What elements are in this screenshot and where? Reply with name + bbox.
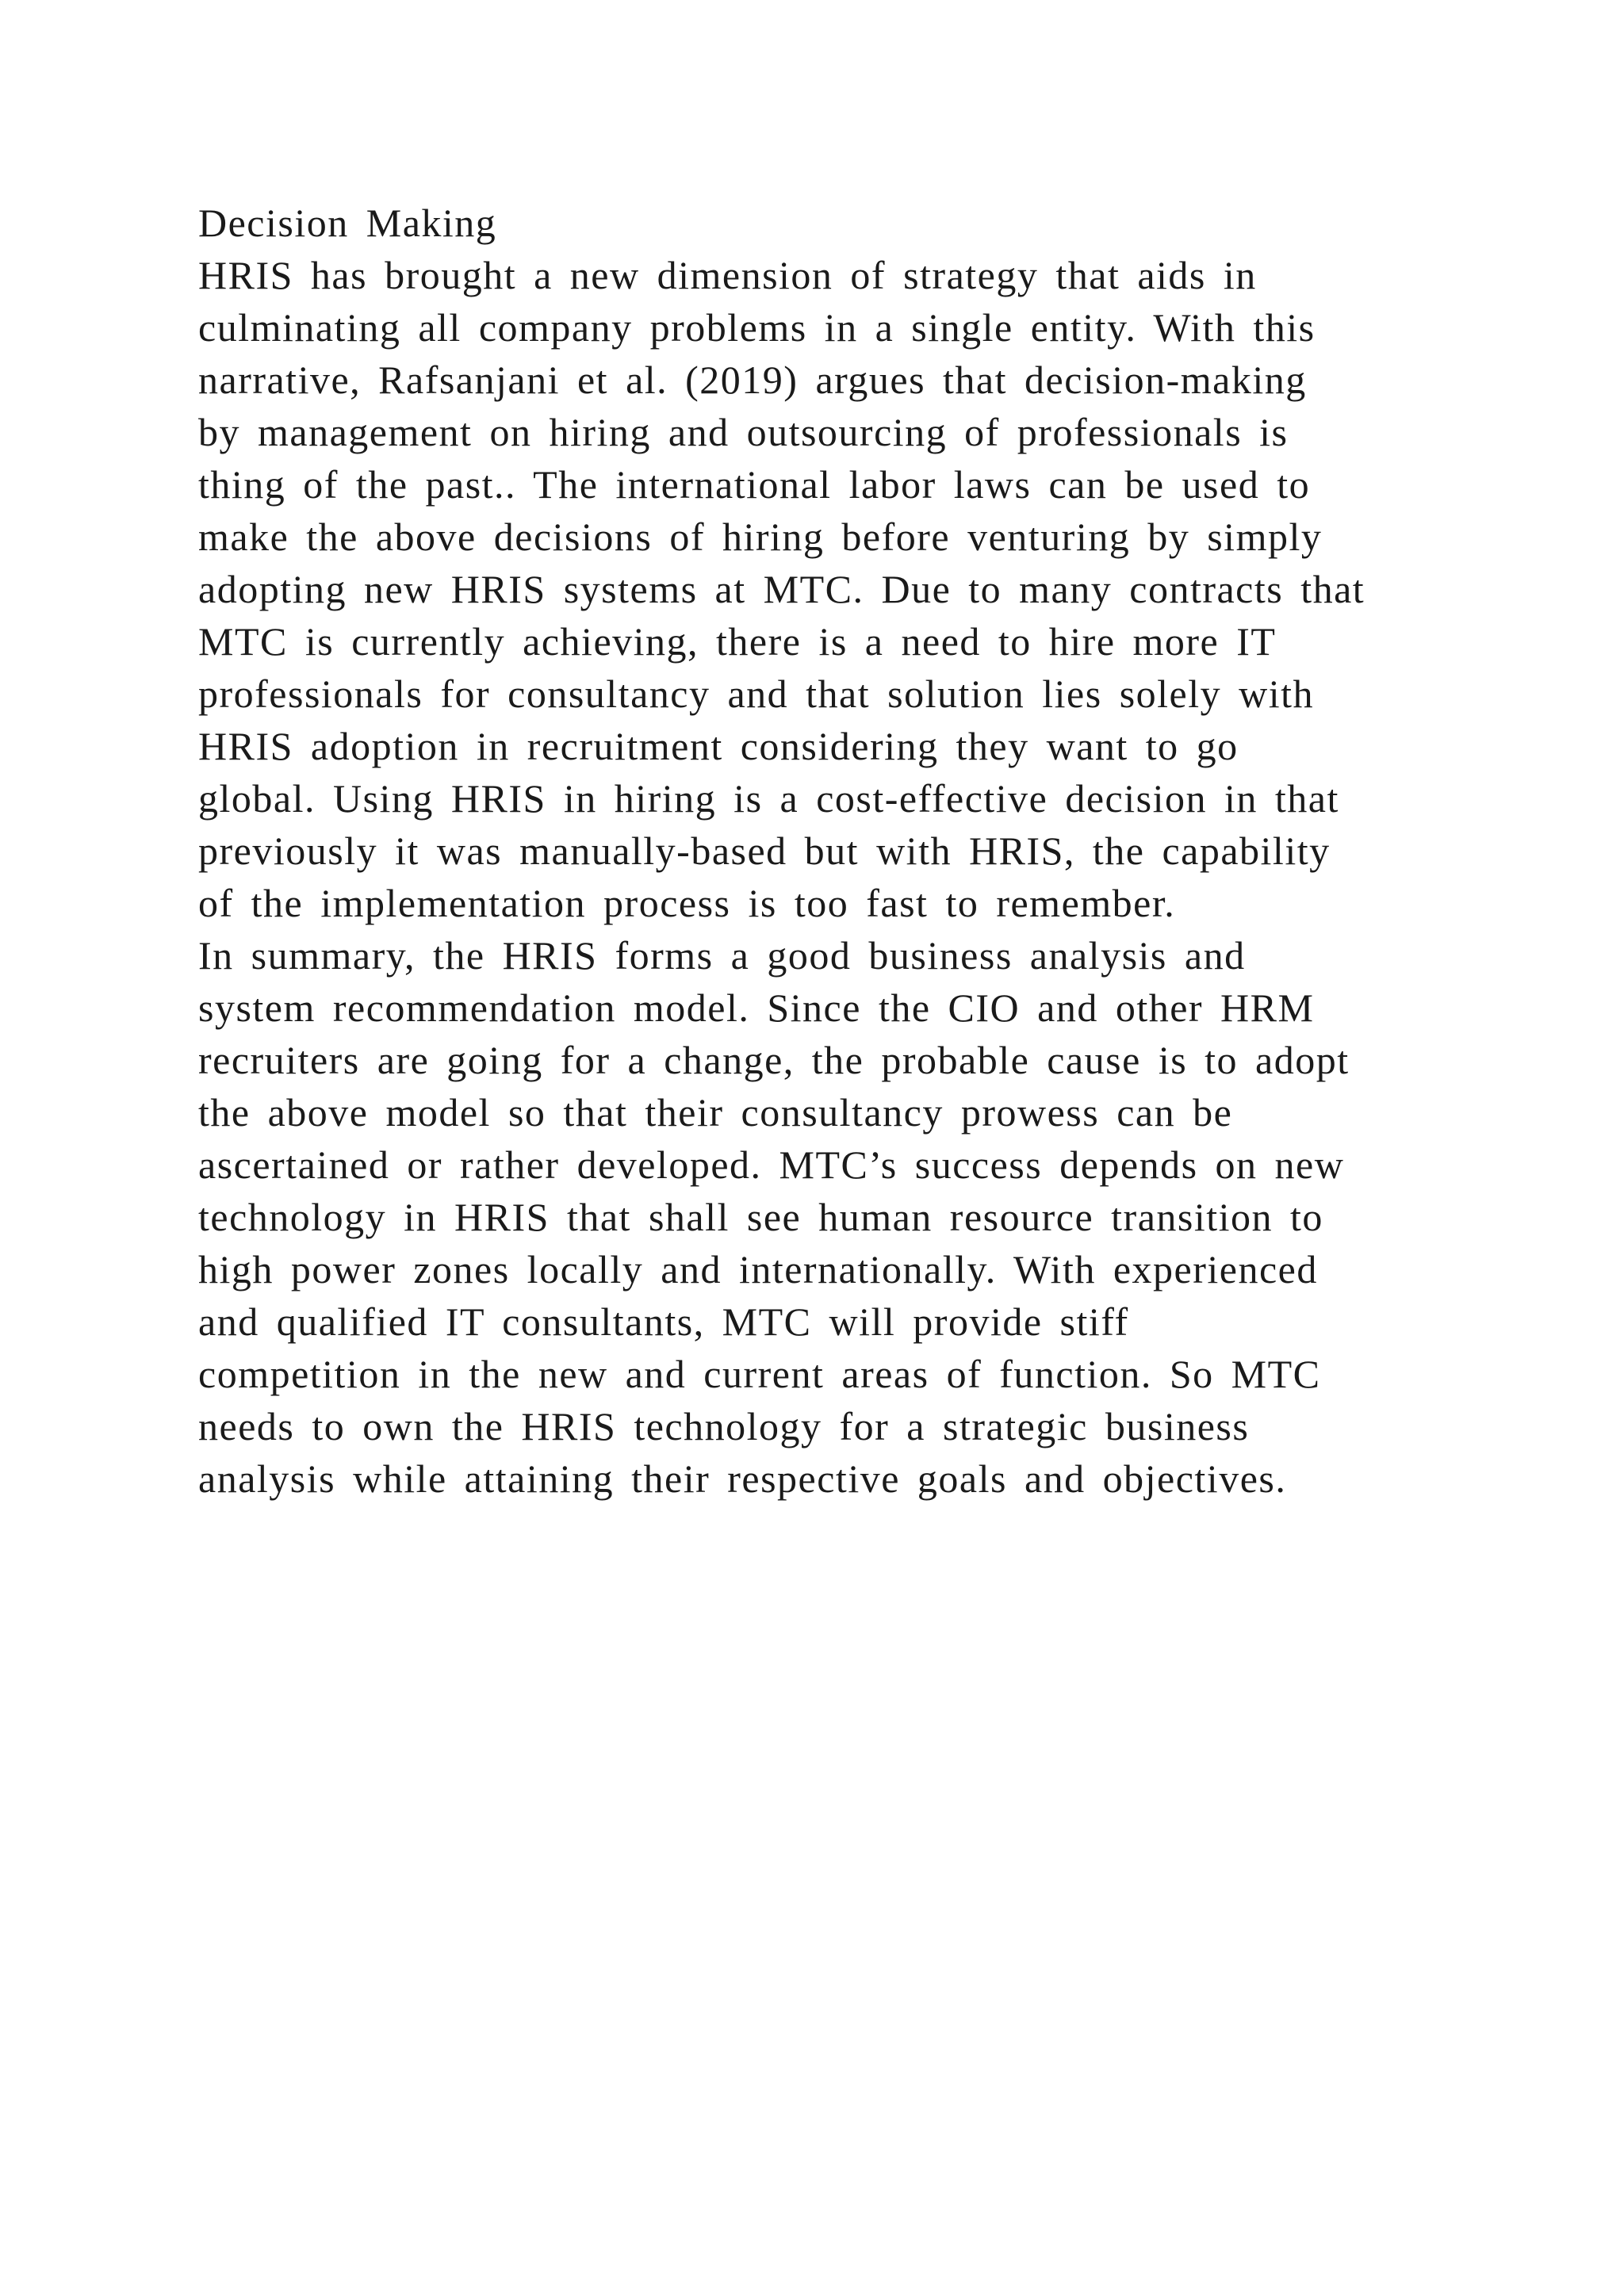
section-heading: Decision Making bbox=[198, 201, 497, 245]
paragraph-line: thing of the past.. The international labor laws can be used to bbox=[198, 462, 1311, 507]
paragraph-line: HRIS adoption in recruitment considering they want to go bbox=[198, 724, 1239, 768]
paragraph-line: In summary, the HRIS forms a good business analysis and bbox=[198, 933, 1246, 978]
paragraph-line: high power zones locally and internationally. With experienced bbox=[198, 1247, 1318, 1292]
paragraph-line: adopting new HRIS systems at MTC. Due to many contracts that bbox=[198, 567, 1365, 611]
paragraph-line: analysis while attaining their respective goals and objectives. bbox=[198, 1456, 1287, 1501]
paragraph-line: MTC is currently achieving, there is a need to hire more IT bbox=[198, 619, 1277, 664]
paragraph-2 bbox=[198, 929, 1507, 1505]
paragraph-line: recruiters are going for a change, the probable cause is to adopt bbox=[198, 1038, 1350, 1082]
paragraph-1 bbox=[198, 249, 1507, 929]
paragraph-line: make the above decisions of hiring before venturing by simply bbox=[198, 515, 1323, 559]
paragraph-line: by management on hiring and outsourcing of professionals is bbox=[198, 410, 1289, 454]
paragraph-line: technology in HRIS that shall see human resource transition to bbox=[198, 1195, 1323, 1239]
paragraph-line: competition in the new and current areas of function. So MTC bbox=[198, 1352, 1321, 1396]
paragraph-line: needs to own the HRIS technology for a strategic business bbox=[198, 1404, 1250, 1448]
paragraph-line: of the implementation process is too fast to remember. bbox=[198, 881, 1176, 925]
paragraph-line: and qualified IT consultants, MTC will provide stiff bbox=[198, 1299, 1129, 1344]
paragraph-line: narrative, Rafsanjani et al. (2019) argues that decision-making bbox=[198, 358, 1307, 402]
paragraph-line: global. Using HRIS in hiring is a cost-effective decision in that bbox=[198, 776, 1339, 821]
paragraph-line: the above model so that their consultancy prowess can be bbox=[198, 1090, 1233, 1135]
paragraph-line: ascertained or rather developed. MTC’s success depends on new bbox=[198, 1142, 1345, 1187]
document-body bbox=[198, 197, 1507, 1505]
paragraph-line: HRIS has brought a new dimension of strategy that aids in bbox=[198, 253, 1257, 297]
paragraph-line: previously it was manually-based but with HRIS, the capability bbox=[198, 828, 1331, 873]
paragraph-line: culminating all company problems in a single entity. With this bbox=[198, 305, 1316, 350]
paragraph-line: system recommendation model. Since the CIO and other HRM bbox=[198, 985, 1315, 1030]
paragraph-line: professionals for consultancy and that solution lies solely with bbox=[198, 672, 1315, 716]
